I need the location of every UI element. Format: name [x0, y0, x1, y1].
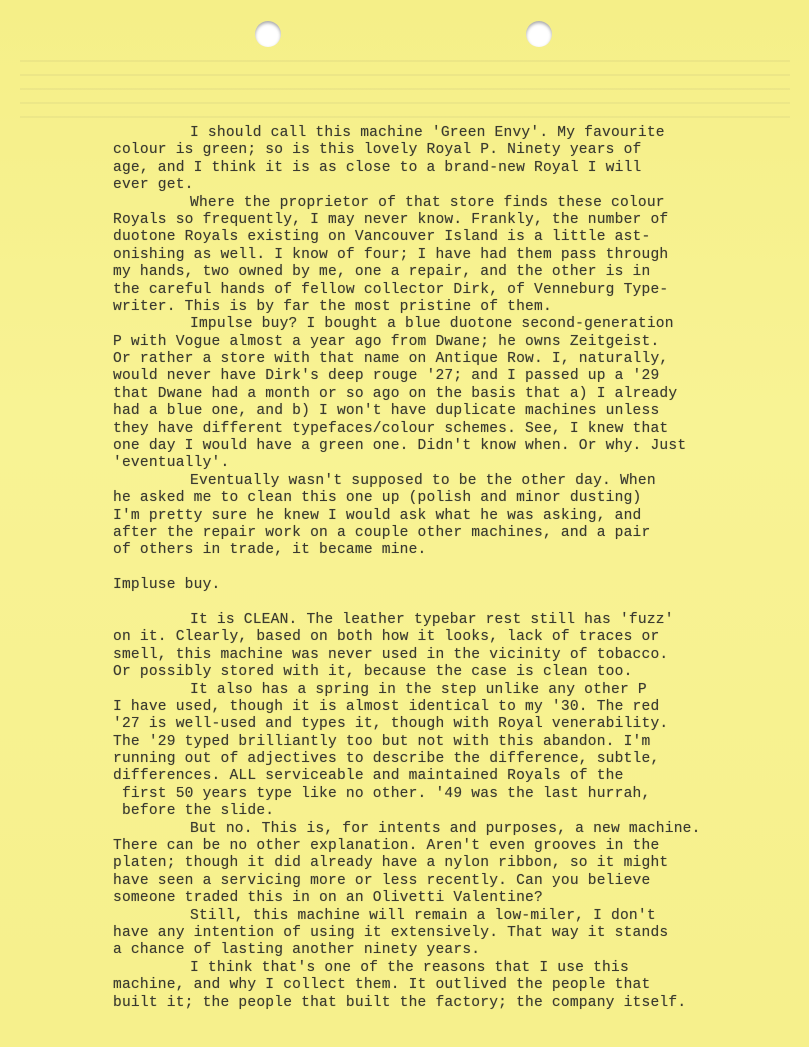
text-line: after the repair work on a couple other machines, and a pair — [113, 524, 651, 541]
punch-hole-right — [526, 21, 552, 47]
paragraph-gap — [113, 595, 773, 612]
text-line: differences. ALL serviceable and maintained Royals of the — [113, 768, 624, 785]
text-line: running out of adjectives to describe the difference, subtle, — [113, 751, 660, 768]
text-line: Royals so frequently, I may never know. Frankly, the number of — [113, 211, 669, 228]
paragraph-first-line: But no. This is, for intents and purposes, a new machine. — [190, 820, 701, 837]
text-line: Or rather a store with that name on Antique Row. I, naturally, — [113, 351, 669, 368]
text-line: the careful hands of fellow collector Dirk, of Venneburg Type- — [113, 281, 669, 298]
text-line: smell, this machine was never used in the vicinity of tobacco. — [113, 646, 669, 663]
text-line: before the slide. — [113, 803, 275, 820]
text-line: would never have Dirk's deep rouge '27; and I passed up a '29 — [113, 368, 660, 385]
text-line: There can be no other explanation. Aren't even grooves in the — [113, 838, 660, 855]
text-line: of others in trade, it became mine. — [113, 542, 427, 559]
text-line: duotone Royals existing on Vancouver Island is a little ast- — [113, 229, 651, 246]
text-line: ever get. — [113, 177, 194, 194]
paragraph-first-line: Eventually wasn't supposed to be the other day. When — [190, 472, 656, 489]
text-line: that Dwane had a month or so ago on the basis that a) I already — [113, 385, 678, 402]
text-line: on it. Clearly, based on both how it looks, lack of traces or — [113, 629, 660, 646]
text-line: writer. This is by far the most pristine of them. — [113, 298, 552, 315]
text-line: one day I would have a green one. Didn't know when. Or why. Just — [113, 438, 687, 455]
text-line: The '29 typed brilliantly too but not with this abandon. I'm — [113, 733, 651, 750]
text-line: Or possibly stored with it, because the case is clean too. — [113, 664, 633, 681]
text-line: I'm pretty sure he knew I would ask what he was asking, and — [113, 507, 642, 524]
text-line: have seen a servicing more or less recently. Can you believe — [113, 872, 651, 889]
text-line: my hands, two owned by me, one a repair, and the other is in — [113, 264, 651, 281]
text-line: he asked me to clean this one up (polish and minor dusting) — [113, 490, 642, 507]
text-line: they have different typefaces/colour schemes. See, I knew that — [113, 420, 669, 437]
paragraph-first-line: It also has a spring in the step unlike any other P — [190, 681, 647, 698]
text-line: platen; though it did already have a nylon ribbon, so it might — [113, 855, 669, 872]
text-line: onishing as well. I know of four; I have had them pass through — [113, 246, 669, 263]
text-line: I have used, though it is almost identical to my '30. The red — [113, 698, 660, 715]
text-line: first 50 years type like no other. '49 was the last hurrah, — [113, 785, 651, 802]
text-line: a chance of lasting another ninety years. — [113, 942, 481, 959]
text-line: had a blue one, and b) I won't have duplicate machines unless — [113, 403, 660, 420]
paragraph-first-line: Where the proprietor of that store finds these colour — [190, 194, 665, 211]
text-line: someone traded this in on an Olivetti Valentine? — [113, 890, 543, 907]
typed-text-body — [113, 125, 773, 1012]
paragraph-first-line: Still, this machine will remain a low-miler, I don't — [190, 907, 656, 924]
text-line: 'eventually'. — [113, 455, 230, 472]
paragraph-first-line: Impluse buy. — [113, 577, 221, 594]
text-line: colour is green; so is this lovely Royal P. Ninety years of — [113, 142, 642, 159]
paragraph-first-line: It is CLEAN. The leather typebar rest still has 'fuzz' — [190, 611, 674, 628]
text-line: built it; the people that built the factory; the company itself. — [113, 994, 687, 1011]
show-through-texture — [20, 60, 790, 120]
paragraph-first-line: I think that's one of the reasons that I use this — [190, 959, 629, 976]
text-line: age, and I think it is as close to a brand-new Royal I will — [113, 159, 642, 176]
text-line: machine, and why I collect them. It outlived the people that — [113, 977, 651, 994]
text-line: '27 is well-used and types it, though with Royal venerability. — [113, 716, 669, 733]
text-line: have any intention of using it extensively. That way it stands — [113, 924, 669, 941]
paragraph-first-line: Impulse buy? I bought a blue duotone second-generation — [190, 316, 674, 333]
paragraph-first-line: I should call this machine 'Green Envy'. My favourite — [190, 125, 665, 141]
punch-hole-left — [255, 21, 281, 47]
paragraph-gap — [113, 560, 773, 577]
text-line: P with Vogue almost a year ago from Dwane; he owns Zeitgeist. — [113, 333, 660, 350]
